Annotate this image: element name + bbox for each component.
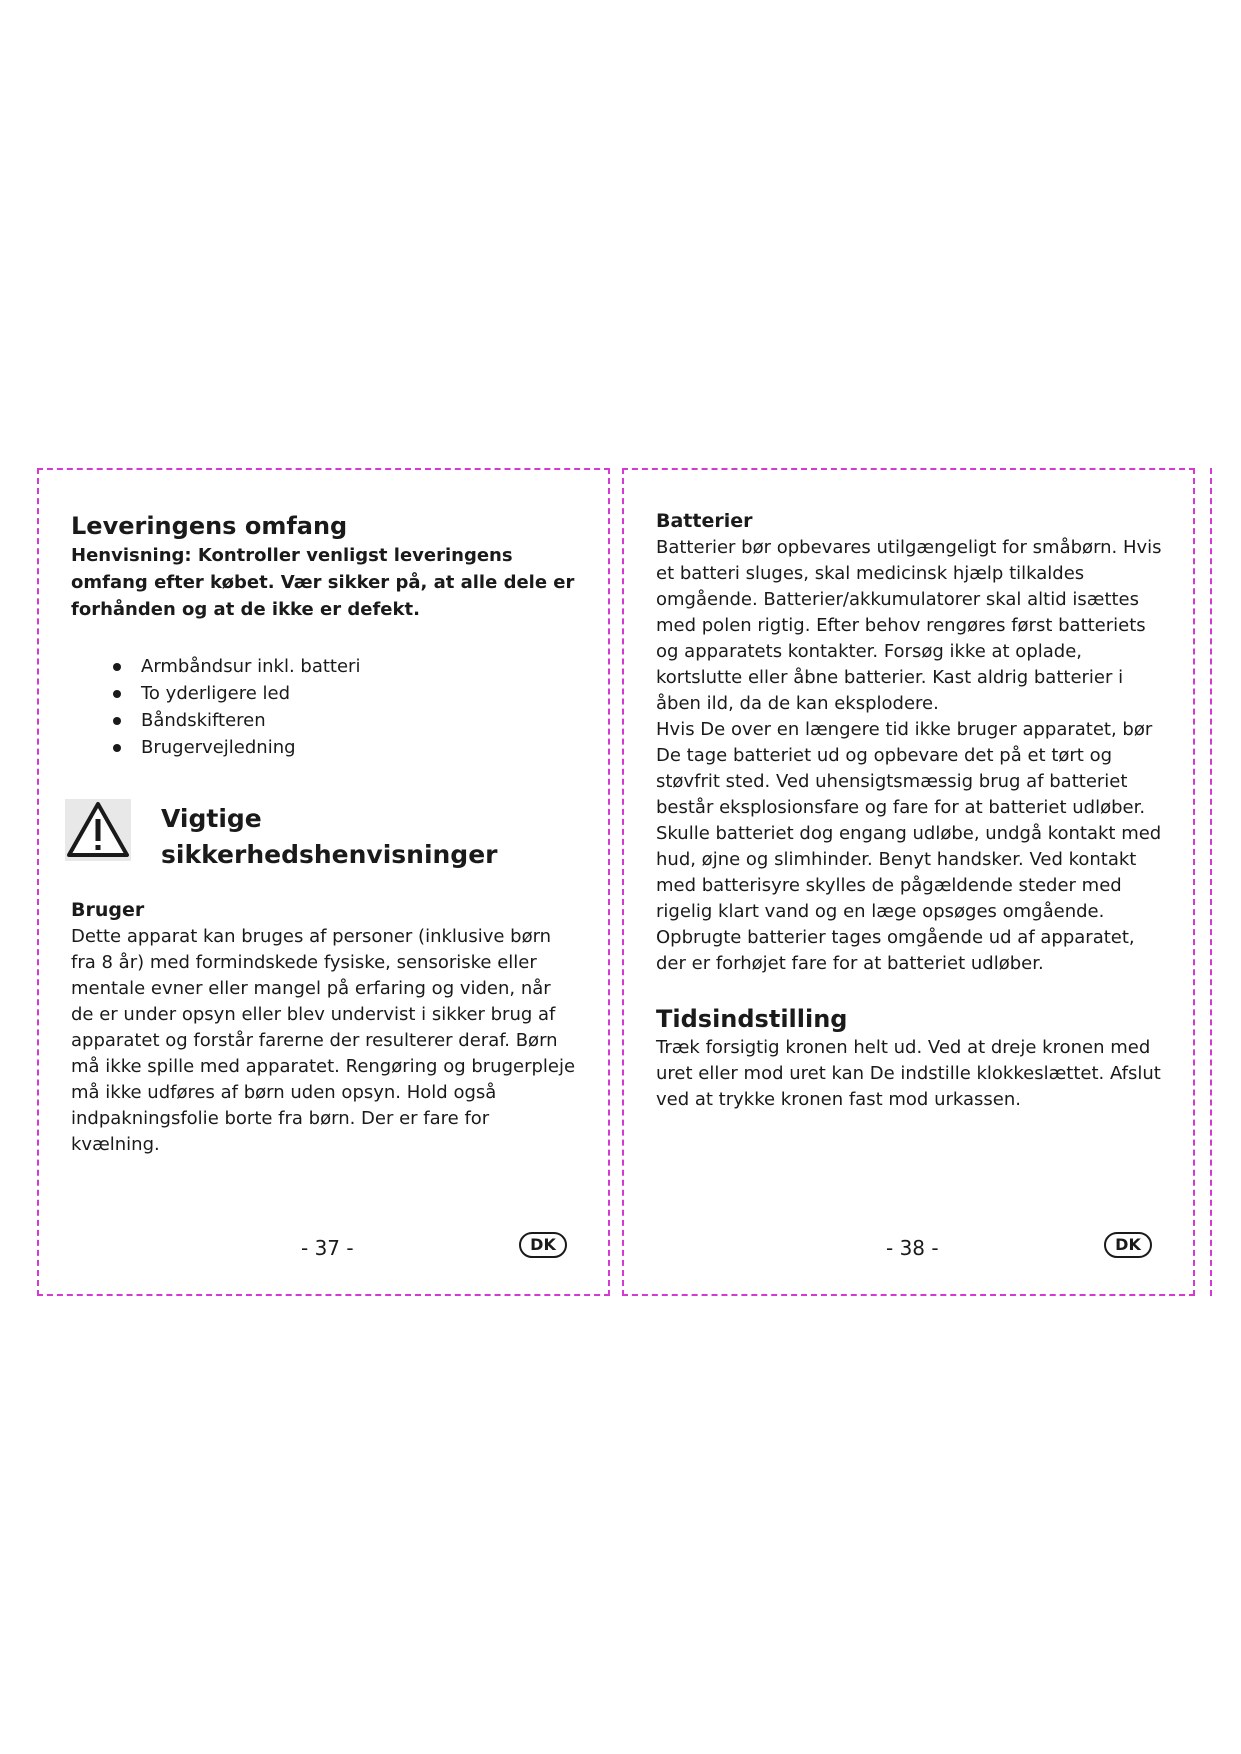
batteries-heading: Batterier bbox=[656, 510, 753, 532]
batteries-text-storage: Hvis De over en længere tid ikke bruger apparatet, bør De tage batteriet ud og opbevare det på et tørt og støvfrit sted. Ved uhensigtsmæssig brug af batteriet består eksplosionsfare og fare for at batteriet udløber. bbox=[656, 719, 1153, 818]
list-item: Brugervejledning bbox=[109, 734, 578, 761]
batteries-text-leak: Skulle batteriet dog engang udløbe, undgå kontakt med hud, øjne og slimhinder. Benyt handsker. Ved kontakt med batterisyre skylles de pågældende steder med rigelig klart vand og en læge opsøges omgående. Opbrugte batterier tages omgående ud af apparatet, der er forhøjet fare for at batteriet udløber. bbox=[656, 823, 1162, 974]
delivery-list bbox=[109, 653, 578, 761]
page-number: - 37 - bbox=[301, 1236, 354, 1260]
safety-heading-row bbox=[71, 797, 578, 897]
page-number: - 38 - bbox=[886, 1236, 939, 1260]
safety-title-line-1: Vigtige bbox=[161, 804, 262, 833]
language-badge: DK bbox=[1104, 1232, 1152, 1258]
batteries-text: Batterier bør opbevares utilgængeligt for småbørn. Hvis et batteri sluges, skal medicinsk hjælp tilkaldes omgående. Batterier/akkumulatorer skal altid isættes med polen rigtig. Efter behov rengøres først batteriets og apparatets kontakter. Forsøg ikke at oplade, kortslutte eller åbne batterier. Kast aldrig batterier i åben ild, da de kan eksplodere. bbox=[656, 537, 1162, 714]
list-item: To yderligere led bbox=[109, 680, 578, 707]
left-page-content bbox=[71, 510, 578, 1158]
list-item: Armbåndsur inkl. batteri bbox=[109, 653, 578, 680]
safety-title bbox=[161, 801, 498, 873]
left-page bbox=[37, 468, 610, 1296]
user-text: Dette apparat kan bruges af personer (inklusive børn fra 8 år) med formindskede fysiske, sensoriske eller mentale evner eller mangel på erfaring og viden, når de er under opsyn eller blev undervist i sikker brug af apparatet og forstår farerne der resulterer deraf. Børn må ikke spille med apparatet. Rengøring og brugerpleje må ikke udføres af børn uden opsyn. Hold også indpakningsfolie borte fra børn. Der er fare for kvælning. bbox=[71, 926, 576, 1155]
safety-title-line-2: sikkerhedshenvisninger bbox=[161, 840, 498, 869]
delivery-notice: Henvisning: Kontroller venligst leveringens omfang efter købet. Vær sikker på, at alle dele er forhånden og at de ikke er defekt. bbox=[71, 545, 575, 620]
warning-triangle-icon bbox=[65, 799, 131, 861]
time-setting-title: Tidsindstilling bbox=[656, 1005, 848, 1033]
right-page bbox=[622, 468, 1195, 1296]
right-page-content bbox=[656, 508, 1163, 1113]
list-item: Båndskifteren bbox=[109, 707, 578, 734]
time-setting-text: Træk forsigtig kronen helt ud. Ved at dreje kronen med uret eller mod uret kan De indstille klokkeslættet. Afslut ved at trykke kronen fast mod urkassen. bbox=[656, 1037, 1161, 1110]
user-heading: Bruger bbox=[71, 899, 145, 921]
delivery-title: Leveringens omfang bbox=[71, 512, 348, 540]
next-page-edge bbox=[1210, 468, 1212, 1296]
language-badge: DK bbox=[519, 1232, 567, 1258]
